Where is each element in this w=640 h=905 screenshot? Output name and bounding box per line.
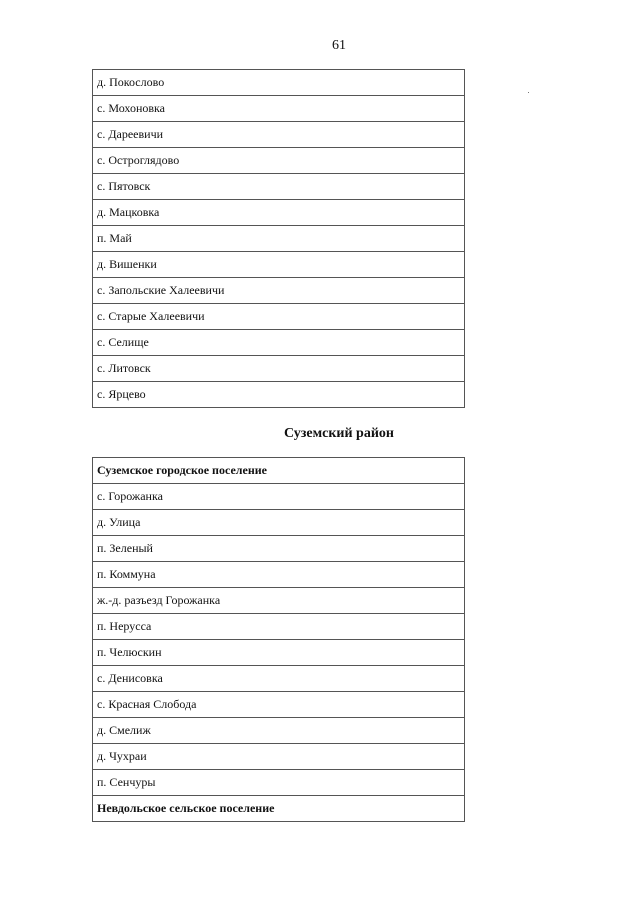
settlement-cell: д. Покослово <box>93 70 465 96</box>
settlement-cell: с. Мохоновка <box>93 96 465 122</box>
settlement-cell: ж.-д. разъезд Горожанка <box>93 588 465 614</box>
table-row <box>93 252 465 278</box>
settlement-cell: с. Дареевичи <box>93 122 465 148</box>
table-row <box>93 562 465 588</box>
table-row <box>93 458 465 484</box>
settlement-cell: п. Нерусса <box>93 614 465 640</box>
settlement-group-heading: Невдольское сельское поселение <box>93 796 465 822</box>
settlement-cell: с. Остроглядово <box>93 148 465 174</box>
table-row <box>93 796 465 822</box>
settlement-cell: д. Вишенки <box>93 252 465 278</box>
settlement-cell: с. Горожанка <box>93 484 465 510</box>
settlement-cell: п. Май <box>93 226 465 252</box>
table-row <box>93 148 465 174</box>
settlements-table-2 <box>92 457 465 822</box>
table-row <box>93 770 465 796</box>
settlement-group-heading: Суземское городское поселение <box>93 458 465 484</box>
settlement-cell: с. Пятовск <box>93 174 465 200</box>
table-row <box>93 96 465 122</box>
table-row <box>93 122 465 148</box>
table-row <box>93 614 465 640</box>
table-row <box>93 692 465 718</box>
table-row <box>93 278 465 304</box>
table-row <box>93 510 465 536</box>
table-row <box>93 200 465 226</box>
table-row <box>93 226 465 252</box>
table-row <box>93 356 465 382</box>
settlement-cell: с. Красная Слобода <box>93 692 465 718</box>
settlement-cell: п. Челюскин <box>93 640 465 666</box>
settlement-cell: д. Мацковка <box>93 200 465 226</box>
table-row <box>93 304 465 330</box>
page-number: 61 <box>332 38 346 53</box>
table-row <box>93 718 465 744</box>
settlement-cell: с. Селище <box>93 330 465 356</box>
table-row <box>93 382 465 408</box>
settlement-cell: д. Чухраи <box>93 744 465 770</box>
table-row <box>93 484 465 510</box>
table-row <box>93 640 465 666</box>
table-row <box>93 536 465 562</box>
table-row <box>93 666 465 692</box>
table-row <box>93 330 465 356</box>
table-row <box>93 744 465 770</box>
settlement-cell: д. Улица <box>93 510 465 536</box>
table-row <box>93 70 465 96</box>
table-row <box>93 174 465 200</box>
settlement-cell: с. Литовск <box>93 356 465 382</box>
settlement-cell: п. Коммуна <box>93 562 465 588</box>
settlement-cell: с. Денисовка <box>93 666 465 692</box>
settlement-cell: п. Сенчуры <box>93 770 465 796</box>
settlement-cell: п. Зеленый <box>93 536 465 562</box>
settlement-cell: с. Старые Халеевичи <box>93 304 465 330</box>
scan-speck <box>528 92 529 93</box>
settlement-cell: д. Смелиж <box>93 718 465 744</box>
table-row <box>93 588 465 614</box>
settlement-cell: с. Запольские Халеевичи <box>93 278 465 304</box>
settlement-cell: с. Ярцево <box>93 382 465 408</box>
section-title: Суземский район <box>284 426 394 441</box>
settlements-table-1 <box>92 69 465 408</box>
